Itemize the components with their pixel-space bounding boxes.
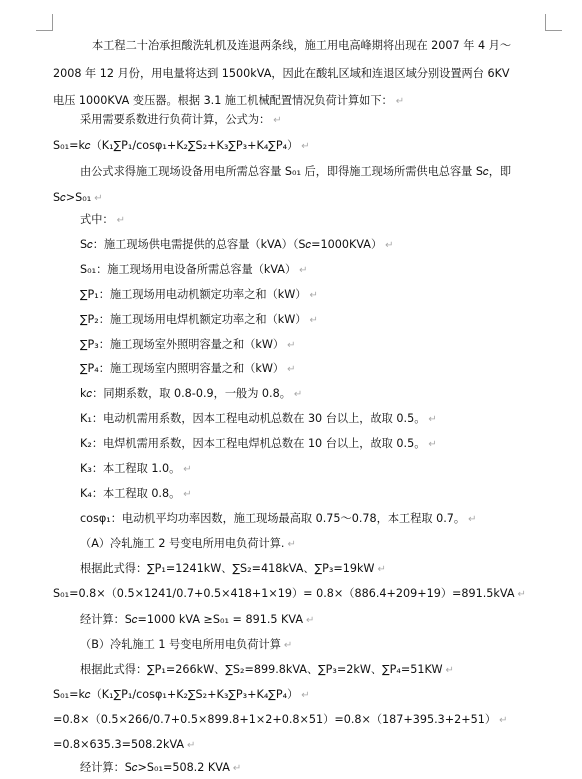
formula-line: =0.8×（0.5×266/0.7+0.5×899.8+1×2+0.8×51）=0.8×（187+395.3+2+51） ↵ — [53, 713, 508, 726]
definition-line: K₁：电动机需用系数，因本工程电动机总数在 30 台以上，故取 0.5。 ↵ — [80, 412, 437, 425]
formula-line: =0.8×635.3=508.2kVA ↵ — [53, 738, 196, 751]
paragraph-mark-icon: ↵ — [301, 141, 310, 152]
paragraph-mark-icon: ↵ — [273, 115, 282, 126]
paragraph-mark-icon: ↵ — [287, 539, 296, 550]
paragraph-line: 根据此式得：∑P₁=1241kW、∑S₂=418kVA、∑P₃=19kW ↵ — [80, 562, 386, 575]
paragraph-mark-icon: ↵ — [517, 589, 526, 600]
definition-line: S₀₁：施工现场用电设备所需总容量（kVA） ↵ — [80, 263, 308, 276]
paragraph-line: 电压 1000KVA 变压器。根据 3.1 施工机械配置情况负荷计算如下： ↵ — [53, 94, 405, 107]
formula-line: S₀₁=k𝑐（K₁∑P₁/cosφ₁+K₂∑S₂+K₃∑P₃+K₄∑P₄） ↵ — [53, 688, 310, 701]
definition-line: K₃：本工程取 1.0。 ↵ — [80, 462, 192, 475]
paragraph-mark-icon: ↵ — [299, 265, 308, 276]
definition-line: cosφ₁：电动机平均功率因数，施工现场最高取 0.75～0.78，本工程取 0.7。 ↵ — [80, 512, 477, 525]
paragraph-mark-icon: ↵ — [499, 715, 508, 726]
definition-line: K₄：本工程取 0.8。 ↵ — [80, 487, 192, 500]
section-heading: （B）冷轧施工 1 号变电所用电负荷计算 ↵ — [80, 638, 293, 651]
formula-line: S₀₁=0.8×（0.5×1241/0.7+0.5×418+1×19）= 0.8×（886.4+209+19）=891.5kVA ↵ — [53, 587, 526, 600]
page-corner-mark-right — [545, 14, 562, 31]
definition-line: K₂：电焊机需用系数，因本工程电焊机总数在 10 台以上，故取 0.5。 ↵ — [80, 437, 437, 450]
paragraph-mark-icon: ↵ — [385, 240, 394, 251]
paragraph-mark-icon: ↵ — [287, 364, 296, 375]
paragraph-mark-icon: ↵ — [287, 340, 296, 351]
result-line: 经计算：S𝑐>S₀₁=508.2 KVA ↵ — [80, 761, 242, 774]
paragraph-mark-icon: ↵ — [116, 215, 125, 226]
definition-line: S𝑐：施工现场供电需提供的总容量（kVA）（S𝑐=1000KVA） ↵ — [80, 238, 394, 251]
definition-line: ∑P₂：施工现场用电焊机额定功率之和（kW） ↵ — [80, 313, 318, 326]
paragraph-mark-icon: ↵ — [232, 763, 242, 774]
paragraph-line: 由公式求得施工现场设备用电所需总容量 S₀₁ 后，即得施工现场所需供电总容量 S𝑐，即 — [80, 165, 512, 178]
definition-line: ∑P₁：施工现场用电动机额定功率之和（kW） ↵ — [80, 288, 318, 301]
paragraph-mark-icon: ↵ — [395, 96, 405, 107]
paragraph-mark-icon: ↵ — [309, 290, 318, 301]
definition-line: ∑P₃：施工现场室外照明容量之和（kW） ↵ — [80, 338, 296, 351]
paragraph-mark-icon: ↵ — [94, 193, 103, 204]
section-heading: （A）冷轧施工 2 号变电所用电负荷计算. ↵ — [80, 537, 296, 550]
formula-line: S₀₁=k𝑐（K₁∑P₁/cosφ₁+K₂∑S₂+K₃∑P₃+K₄∑P₄） ↵ — [53, 139, 310, 152]
paragraph-mark-icon: ↵ — [301, 690, 310, 701]
page-corner-mark-left — [36, 14, 53, 31]
paragraph-mark-icon: ↵ — [183, 464, 192, 475]
paragraph-mark-icon: ↵ — [183, 489, 192, 500]
definition-line: ∑P₄：施工现场室内照明容量之和（kW） ↵ — [80, 362, 296, 375]
paragraph-mark-icon: ↵ — [377, 564, 386, 575]
paragraph-mark-icon: ↵ — [293, 389, 303, 400]
definition-line: k𝑐：同期系数，取 0.8-0.9，一般为 0.8。 ↵ — [80, 387, 303, 400]
paragraph-line: 2008 年 12 月份，用电量将达到 1500kVA，因此在酸轧区域和连退区域分别设置两台 6KV — [53, 67, 510, 80]
formula-line: S𝑐>S₀₁ ↵ — [53, 191, 103, 204]
paragraph-mark-icon: ↵ — [428, 439, 437, 450]
paragraph-mark-icon: ↵ — [309, 315, 318, 326]
paragraph-mark-icon: ↵ — [283, 640, 293, 651]
paragraph-mark-icon: ↵ — [445, 665, 454, 676]
paragraph-line: 式中： ↵ — [80, 213, 125, 226]
paragraph-line: 本工程二十冶承担酸洗轧机及连退两条线，施工用电高峰期将出现在 2007 年 4 月～ — [92, 39, 512, 52]
paragraph-mark-icon: ↵ — [187, 740, 196, 751]
result-line: 经计算：S𝑐=1000 kVA ≥S₀₁ = 891.5 KVA ↵ — [80, 613, 315, 626]
paragraph-line: 根据此式得：∑P₁=266kW、∑S₂=899.8kVA、∑P₃=2kW、∑P₄=51KW ↵ — [80, 663, 454, 676]
paragraph-mark-icon: ↵ — [305, 615, 315, 626]
paragraph-mark-icon: ↵ — [428, 414, 437, 425]
paragraph-mark-icon: ↵ — [468, 514, 477, 525]
paragraph-line: 采用需要系数进行负荷计算，公式为： ↵ — [80, 113, 282, 126]
